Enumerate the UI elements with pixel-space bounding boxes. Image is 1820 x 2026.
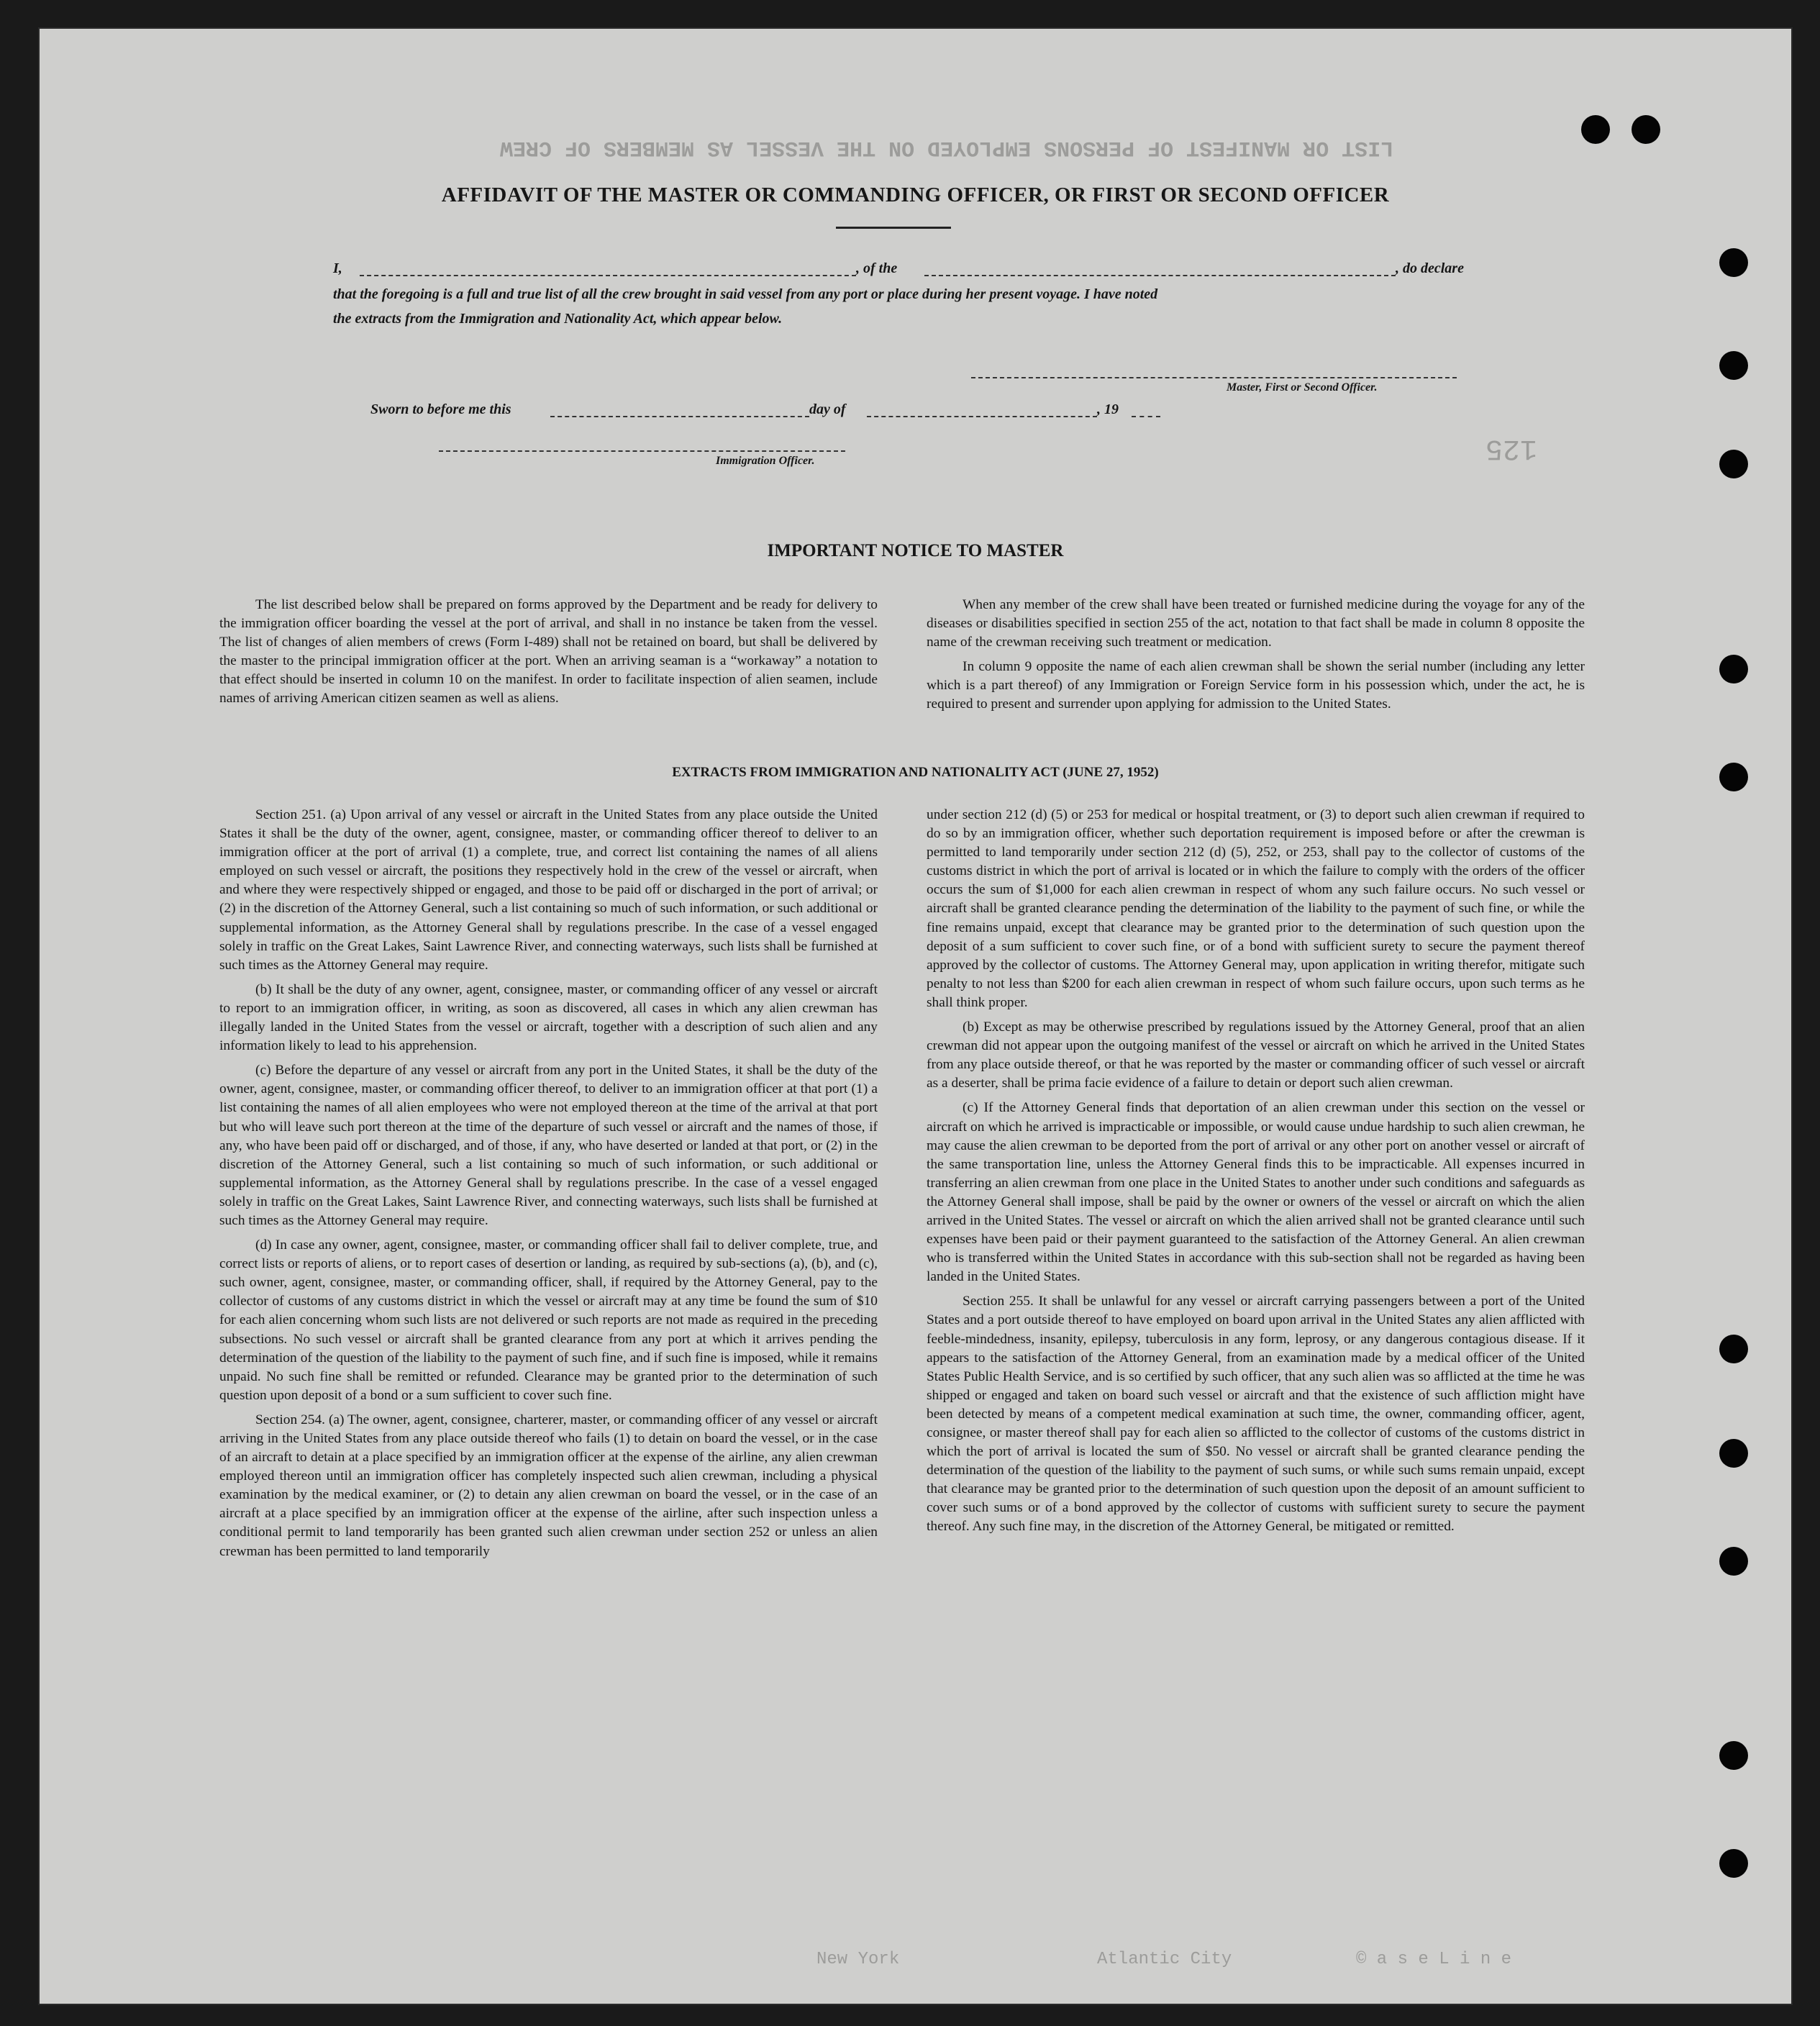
affidavit-statement: that the foregoing is a full and true list of all the crew brought in said vessel from any port or place during her present voyage. I have noted	[333, 286, 1158, 302]
punch-hole	[1719, 248, 1748, 277]
extracts-left-column	[219, 806, 878, 1567]
master-signature-caption: Master, First or Second Officer.	[1227, 381, 1378, 394]
extracts-right-column	[927, 806, 1585, 1543]
punch-hole	[1719, 450, 1748, 478]
declarant-name-field[interactable]	[360, 275, 856, 276]
declare-label: , do declare	[1396, 260, 1464, 276]
day-of-label: day of	[809, 401, 846, 417]
punch-hole	[1719, 351, 1748, 380]
punch-hole	[1719, 655, 1748, 683]
section-255: Section 255. It shall be unlawful for any vessel or aircraft carrying passengers between a port of the United States and a port outside thereof to have employed on board upon arrival in the United States any alien afflicted with feeble-mindedness, insanity, epilepsy, tuberculosis in any form, leprosy, or any dangerous contagious disease. If it appears to the satisfaction of the Attorney General, from an examination made by a medical officer of the United States Public Health Service, and is so certified by such officer, that any such alien was so afflicted at the time he was shipped or engaged and taken on board such vessel or aircraft and that the existence of such affliction might have been detected by means of a competent medical examination at such time, the owner, commanding officer, agent, consignee, or master thereof shall pay for each alien so afflicted to the collector of customs of the customs district in which the port of arrival is located the sum of $50. No vessel or aircraft shall be granted clearance pending the determination of the question of the liability to the payment of such sums, or while such sums remain unpaid, except that clearance may be granted prior to the determination of such question upon the deposit of an amount sufficient to cover such sums or of a bond approved by the collector of customs with sufficient surety to secure the payment thereof. Any such fine may, in the discretion of the Attorney General, be mitigated or remitted.	[927, 1294, 1585, 1535]
bleed-through-footer-city: Atlantic City	[1097, 1950, 1232, 1969]
section-254b: (b) Except as may be otherwise prescribed by regulations issued by the Attorney General, proof that an alien crewman did not appear upon the outgoing manifest of the vessel or aircraft on which he arrived in the United States from any place outside thereof, or that he was reported by the master or commanding officer of such vessel or aircraft as a deserter, shall be prima facie evidence of a failure to detain or deport such alien crewman.	[927, 1019, 1585, 1091]
notice-right-column	[927, 596, 1585, 720]
bleed-through-number: 125	[1485, 432, 1538, 464]
section-251d: (d) In case any owner, agent, consignee, master, or commanding officer shall fail to deliver complete, true, and correct lists or reports of aliens, or to report cases of desertion or landing, as required by sub-sections (a), (b), and (c), such owner, agent, consignee, master, or commanding officer, shall, if required by the Attorney General, pay to the collector of customs of any customs district in which the vessel or aircraft may at any time be found the sum of $10 for each alien concerning whom such lists are not delivered or such reports are not made as required in the preceding subsections. No such vessel or aircraft shall be granted clearance from any port at which it arrives pending the determination of the question of the liability to the payment of such fine, and if such fine is imposed, while it remains unpaid. No such fine shall be remitted or refunded. Clearance may be granted prior to the determination of such question upon deposit of a bond or a sum sufficient to cover such fine.	[219, 1237, 878, 1403]
punch-hole	[1632, 115, 1660, 144]
punch-hole	[1719, 1439, 1748, 1468]
notice-paragraph: When any member of the crew shall have been treated or furnished medicine during the voyage for any of the diseases or disabilities specified in section 255 of the act, notation to that fact shall be made in column 8 opposite the name of the crewman receiving such treatment or medication.	[927, 597, 1585, 650]
section-254a-continued: under section 212 (d) (5) or 253 for medical or hospital treatment, or (3) to deport such alien crewman if required to do so by an immigration officer, whether such deportation requirement is imposed before or after the crewman is permitted to land temporarily under section 212 (d) (5), 252, or 253, shall pay to the collector of customs of the customs district in which the port of arrival is located or in which the failure to comply with the orders of the officer occurs the sum of $1,000 for each alien crewman in respect of whom any such failure occurs. No such vessel or aircraft shall be granted clearance pending the determination of the liability to the payment of such fine, or while the fine remains unpaid, except that clearance may be granted prior to the determination of such question upon the deposit of a sum sufficient to cover such fine, or of a bond with sufficient surety to secure the payment thereof approved by the collector of customs. The Attorney General may, upon application in writing therefor, mitigate such penalty to not less than $200 for each alien crewman in respect of whom such failure occurs, upon such terms as he shall think proper.	[927, 807, 1585, 1010]
bleed-through-heading: LIST OR MANIFEST OF PERSONS EMPLOYED ON THE VESSEL AS MEMBERS OF CREW	[500, 135, 1394, 160]
sworn-month-field[interactable]	[867, 416, 1097, 417]
section-251c: (c) Before the departure of any vessel or aircraft from any port in the United States, it shall be the duty of the owner, agent, consignee, master, or commanding officer thereof, to deliver to an immigration officer at that port (1) a list containing the names of all alien employees who were not employed thereon at the time of the arrival at that port but who will leave such port thereon at the time of the departure of such vessel or aircraft and the names of those, if any, who have been paid off or discharged, and of those, if any, who have deserted or landed at that port, or (2) in the discretion of the Attorney General, such a list containing so much of such information, or such additional or supplemental information, as the Attorney General shall by regulations prescribe. In the case of a vessel engaged solely in traffic on the Great Lakes, Saint Lawrence River, and connecting waterways, such lists shall be furnished at such times as the Attorney General may require.	[219, 1063, 878, 1228]
bleed-through-footer-port: New York	[816, 1950, 900, 1969]
year-prefix-label: , 19	[1097, 401, 1119, 417]
extracts-heading: EXTRACTS FROM IMMIGRATION AND NATIONALITY ACT (JUNE 27, 1952)	[672, 765, 1159, 780]
immigration-officer-signature-field[interactable]	[439, 450, 845, 452]
notice-paragraph: In column 9 opposite the name of each alien crewman shall be shown the serial number (including any letter which is a part thereof) of any Immigration or Foreign Service form in his possession which, under the act, he is required to present and surrender upon applying for admission to the United States.	[927, 659, 1585, 712]
notice-paragraph: The list described below shall be prepared on forms approved by the Department and be ready for delivery to the immigration officer boarding the vessel at the port of arrival, and shall in no instance be taken from the vessel. The list of changes of alien members of crews (Form I-489) shall not be retained on board, but shall be delivered by the master to the principal immigration officer at the port. When an arriving seaman is a “workaway” a notation to that effect should be inserted in column 10 on the manifest. In order to facilitate inspection of alien seamen, include names of arriving American citizen seamen as well as aliens.	[219, 597, 878, 707]
sworn-day-field[interactable]	[550, 416, 809, 417]
section-251b: (b) It shall be the duty of any owner, agent, consignee, master, or commanding officer of any vessel or aircraft to report to an immigration officer, in writing, as soon as discovered, all cases in which any alien crewman has illegally landed in the United States from the vessel or aircraft, together with a description of such alien and any information likely to lead to his apprehension.	[219, 981, 878, 1054]
punch-hole	[1719, 1849, 1748, 1878]
title-underline	[836, 227, 951, 229]
notice-left-column	[219, 596, 878, 714]
affidavit-extracts-note: the extracts from the Immigration and Nationality Act, which appear below.	[333, 311, 783, 327]
master-signature-field[interactable]	[971, 377, 1457, 378]
punch-hole	[1581, 115, 1610, 144]
declarant-label: I,	[333, 260, 342, 276]
section-254a: Section 254. (a) The owner, agent, consignee, charterer, master, or commanding officer of any vessel or aircraft arriving in the United States from any place outside thereof who fails (1) to detain on board the vessel, or in the case of an aircraft to detain at a place specified by an immigration officer at the expense of the airline, any alien crewman employed thereon until an immigration officer has completely inspected such alien crewman, including a physical examination by the medical examiner, or (2) to detain any alien crewman on board the vessel, or in the case of an aircraft at a place specified by an immigration officer at the expense of the airline, after such inspection unless a conditional permit to land temporarily has been granted such alien crewman under section 252 or unless an alien crewman has been permitted to land temporarily	[219, 1412, 878, 1559]
bleed-through-footer-line: © a s e L i n e	[1356, 1950, 1512, 1969]
of-the-label: , of the	[856, 260, 898, 276]
sworn-label: Sworn to before me this	[370, 401, 511, 417]
section-254c: (c) If the Attorney General finds that deportation of an alien crewman under this section on the vessel or aircraft on which he arrived is impracticable or impossible, or would cause undue hardship to such alien crewman, he may cause the alien crewman to be deported from the port of arrival or any other port on another vessel or aircraft of the same transportation line, unless the Attorney General finds this to be impracticable. All expenses incurred in transferring an alien crewman from one place in the United States to another under such conditions and safeguards as the Attorney General shall impose, shall be paid by the owner or owners of the vessel or aircraft on which the alien arrived in the United States. The vessel or aircraft on which the alien arrived shall not be granted clearance until such expenses have been paid or their payment guaranteed to the satisfaction of the Attorney General. An alien crewman who is transferred within the United States in accordance with this sub-section shall not be regarded as having been landed in the United States.	[927, 1100, 1585, 1285]
document-page	[40, 29, 1791, 2004]
immigration-officer-caption: Immigration Officer.	[716, 455, 815, 467]
punch-hole	[1719, 1547, 1748, 1576]
affidavit-title: AFFIDAVIT OF THE MASTER OR COMMANDING OFFICER, OR FIRST OR SECOND OFFICER	[441, 183, 1390, 206]
vessel-name-field[interactable]	[924, 275, 1396, 276]
punch-hole	[1719, 1335, 1748, 1363]
section-251a: Section 251. (a) Upon arrival of any vessel or aircraft in the United States from any place outside the United States it shall be the duty of the owner, agent, consignee, master, or commanding officer thereof to deliver to an immigration officer at the port of arrival (1) a complete, true, and correct list containing the names of all aliens employed on such vessel or aircraft, the positions they respectively hold in the crew of the vessel or aircraft, when and where they were respectively shipped or engaged, and those to be paid off or discharged in the port of arrival; or (2) in the discretion of the Attorney General, such a list containing so much of such information, or such additional or supplemental information, as the Attorney General shall by regulations prescribe. In the case of a vessel engaged solely in traffic on the Great Lakes, Saint Lawrence River, and connecting waterways, such lists shall be furnished at such times as the Attorney General may require.	[219, 807, 878, 973]
notice-heading: IMPORTANT NOTICE TO MASTER	[767, 541, 1064, 560]
punch-hole	[1719, 1741, 1748, 1770]
sworn-year-field[interactable]	[1132, 416, 1160, 417]
